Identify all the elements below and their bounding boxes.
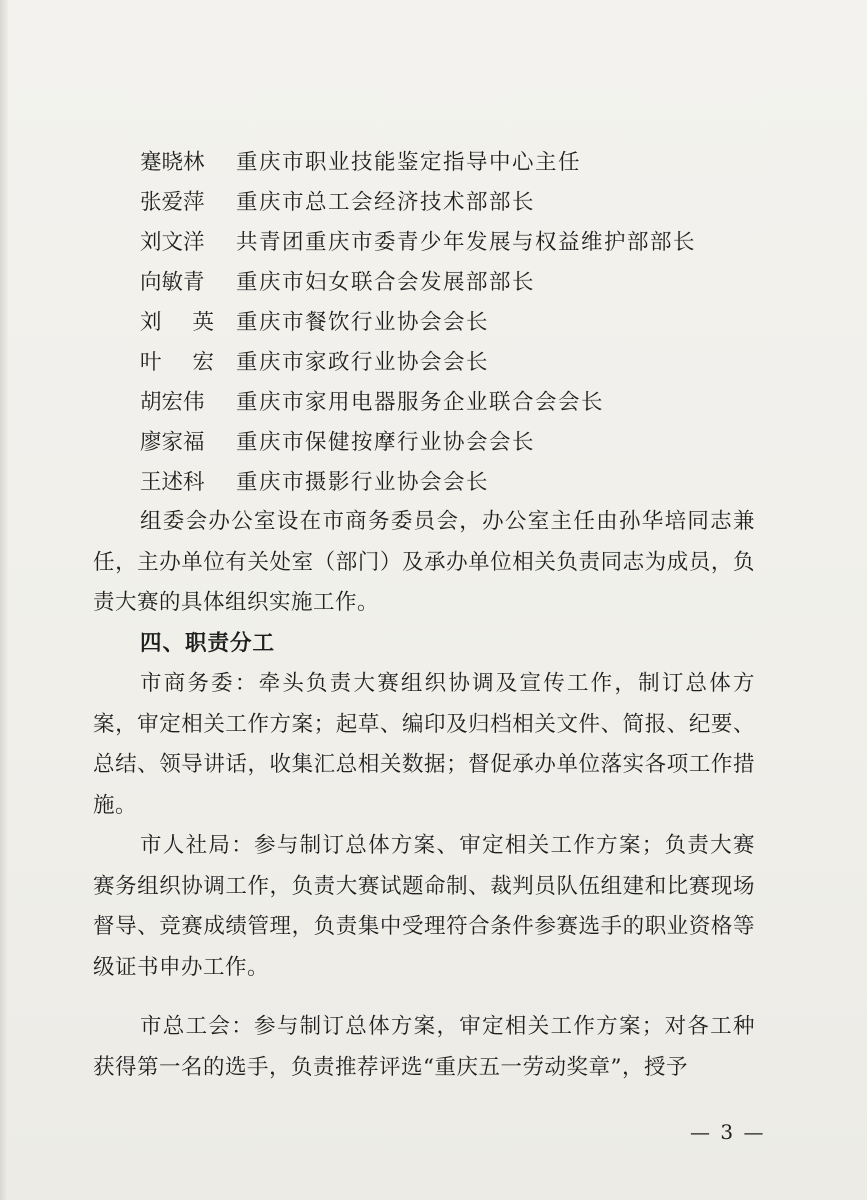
duty-paragraph-commerce xyxy=(93,664,755,826)
member-name xyxy=(140,303,214,343)
duty-paragraph-text: 市商务委：牵头负责大赛组织协调及宣传工作，制订总体方案，审定相关工作方案；起草、编印及归档相关文件、简报、纪要、总结、领导讲话，收集汇总相关数据；督促承办单位落实各项工作措施。 xyxy=(93,671,755,818)
member-name-char: 刘 xyxy=(140,310,162,335)
member-role: 重庆市职业技能鉴定指导中心主任 xyxy=(236,150,582,175)
member-name: 向敏青 xyxy=(140,270,205,295)
member-role: 重庆市餐饮行业协会会长 xyxy=(236,310,490,335)
page-number: — 3 — xyxy=(690,1120,766,1144)
member-role: 重庆市家政行业协会会长 xyxy=(236,350,490,375)
member-name-char: 英 xyxy=(192,310,214,335)
member-name xyxy=(140,343,214,383)
section-heading: 四、职责分工 xyxy=(140,631,276,656)
member-role: 重庆市总工会经济技术部部长 xyxy=(236,190,536,215)
member-role: 重庆市摄影行业协会会长 xyxy=(236,470,490,495)
page-edge-shadow xyxy=(0,0,8,1200)
office-paragraph xyxy=(93,502,755,624)
member-name: 蹇晓林 xyxy=(140,150,205,175)
member-name-char: 叶 xyxy=(140,350,162,375)
duty-paragraph-union xyxy=(93,1007,755,1088)
member-role: 重庆市妇女联合会发展部部长 xyxy=(236,270,536,295)
duty-paragraph-hrss xyxy=(93,826,755,988)
member-role: 共青团重庆市委青少年发展与权益维护部部长 xyxy=(236,230,697,255)
member-name: 胡宏伟 xyxy=(140,390,205,415)
member-role: 重庆市家用电器服务企业联合会会长 xyxy=(236,390,605,415)
member-name: 刘文洋 xyxy=(140,230,205,255)
duty-paragraph-text: 市总工会：参与制订总体方案，审定相关工作方案；对各工种获得第一名的选手，负责推荐评选“重庆五一劳动奖章”，授予 xyxy=(93,1014,755,1080)
member-name: 张爱萍 xyxy=(140,190,205,215)
duty-paragraph-text: 市人社局：参与制订总体方案、审定相关工作方案；负责大赛赛务组织协调工作，负责大赛试题命制、裁判员队伍组建和比赛现场督导、竞赛成绩管理，负责集中受理符合条件参赛选手的职业资格等级证书申办工作。 xyxy=(93,833,755,980)
member-name: 廖家福 xyxy=(140,430,205,455)
member-role: 重庆市保健按摩行业协会会长 xyxy=(236,430,536,455)
member-name: 王述科 xyxy=(140,470,205,495)
office-paragraph-text: 组委会办公室设在市商务委员会，办公室主任由孙华培同志兼任，主办单位有关处室（部门）及承办单位相关负责同志为成员，负责大赛的具体组织实施工作。 xyxy=(93,509,755,615)
member-name-char: 宏 xyxy=(192,350,214,375)
